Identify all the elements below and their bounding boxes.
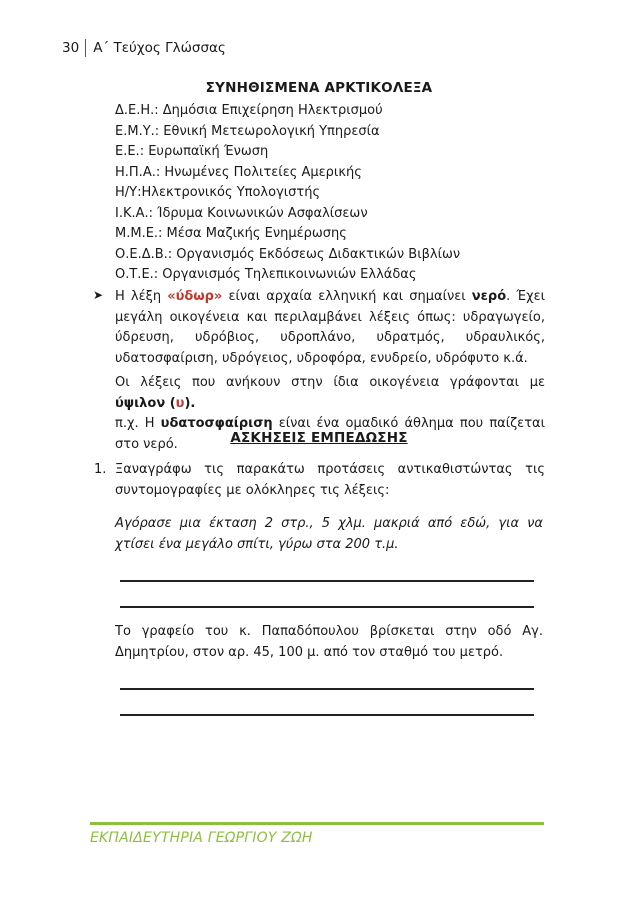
- abbreviation-item: Ε.Μ.Υ.: Εθνική Μετεωρολογική Υπηρεσία: [115, 123, 380, 139]
- arrow-bullet-icon: ➤: [93, 288, 104, 302]
- letter-name: ύψιλον: [115, 395, 166, 411]
- abbreviation-item: Ο.Ε.Δ.Β.: Οργανισμός Εκδόσεως Διδακτικών Βιβλίων: [115, 246, 461, 262]
- example-word: υδατοσφαίριση: [160, 416, 273, 431]
- abbreviation-item: Μ.Μ.Ε.: Μέσα Μαζικής Ενημέρωσης: [115, 226, 347, 241]
- footer-rule: [90, 822, 544, 825]
- highlighted-letter: υ: [175, 395, 185, 411]
- abbreviation-item: Η.Π.Α.: Ηνωμένες Πολιτείες Αμερικής: [115, 164, 362, 180]
- highlighted-word: «ύδωρ»: [167, 289, 223, 304]
- exercise-sentence-1: Αγόρασε μια έκταση 2 στρ., 5 χλμ. μακριά από εδώ, για να χτίσει ένα μεγάλο σπίτι, γύρω στα 200 τ.μ.: [115, 516, 543, 552]
- abbreviation-item: Ο.Τ.Ε.: Οργανισμός Τηλεπικοινωνιών Ελλάδας: [115, 267, 417, 282]
- abbreviation-item: Ι.Κ.Α.: Ίδρυμα Κοινωνικών Ασφαλίσεων: [115, 205, 368, 221]
- abbreviations-list: [115, 101, 460, 286]
- abbreviation-item: Η/Υ:Ηλεκτρονικός Υπολογιστής: [115, 185, 321, 200]
- word-origin-paragraph: Η λέξη «ύδωρ» είναι αρχαία ελληνική και σημαίνει νερό. Έχει μεγάλη οικογένεια και περιλαμβάνει λέξεις όπως: υδραγωγείο, ύδρευση, υδρόβιος, υδροπλάνο, υδρατμός, υδραυλικός, υδατοσφαίριση, υδρόγειος, υδροφόρα, ενυδρείο, υδρόφυτο κ.ά.: [115, 289, 546, 366]
- answer-line-1[interactable]: [120, 580, 534, 582]
- answer-line-4[interactable]: [120, 714, 534, 716]
- word-meaning: νερό: [471, 289, 507, 304]
- exercise-number: 1.: [94, 462, 107, 477]
- footer-author: ΕΚΠΑΙΔΕΥΤΗΡΙΑ ΓΕΩΡΓΙΟΥ ΖΩΗ: [90, 830, 313, 846]
- abbreviation-item: Δ.Ε.Η.: Δημόσια Επιχείρηση Ηλεκτρισμού: [115, 103, 383, 118]
- book-title: Α΄ Τεύχος Γλώσσας: [93, 40, 226, 56]
- page-header: [62, 39, 226, 57]
- page-number: 30: [62, 40, 80, 56]
- answer-line-2[interactable]: [120, 606, 534, 608]
- abbreviation-item: Ε.Ε.: Ευρωπαϊκή Ένωση: [115, 144, 269, 159]
- exercise-instruction: Ξαναγράφω τις παρακάτω προτάσεις αντικαθιστώντας τις συντομογραφίες με ολόκληρες τις λέξεις:: [115, 462, 545, 498]
- spelling-rule-paragraph: Οι λέξεις που ανήκουν στην ίδια οικογένεια γράφονται με ύψιλον (υ). π.χ. Η υδατοσφαίριση είναι ένα ομαδικό άθλημα που παίζεται στο νερό.: [115, 375, 546, 452]
- header-divider: [85, 39, 86, 57]
- exercises-title: ΑΣΚΗΣΕΙΣ ΕΜΠΕΔΩΣΗΣ: [230, 430, 408, 446]
- abbreviations-title: ΣΥΝΗΘΙΣΜΕΝΑ ΑΡΚΤΙΚΟΛΕΞΑ: [205, 80, 433, 96]
- exercise-sentence-2: Το γραφείο του κ. Παπαδόπουλου βρίσκεται στην οδό Αγ. Δημητρίου, στον αρ. 45, 100 μ. από τον σταθμό του μετρό.: [115, 624, 543, 660]
- answer-line-3[interactable]: [120, 688, 534, 690]
